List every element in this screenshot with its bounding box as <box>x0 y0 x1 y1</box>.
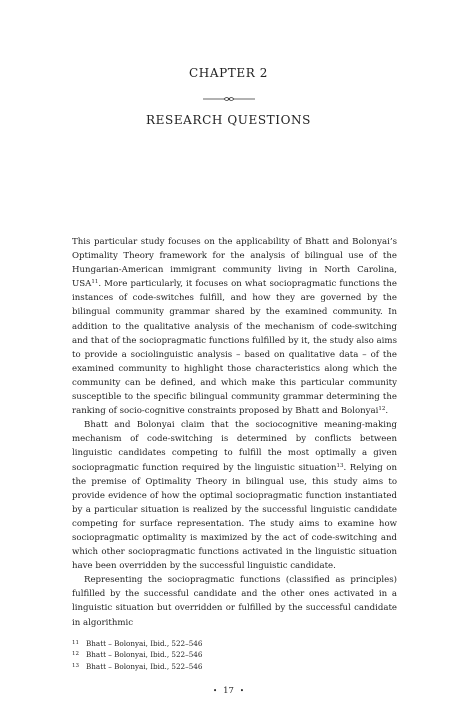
body-text <box>72 235 397 630</box>
paragraph-text: . More particularly, it focuses on what sociopragmatic functions the instances of code-switches fulfill, and how they are governed by the bilingual community grammar shared by the examined community. In addition to the qualitative analysis of the mechanism of code-switching and that of the sociopragmatic functions fulfilled by it, the study also aims to provide a sociolinguistic analysis – based on qualitative data – of the examined community to highlight those characteristics along which the community can be defined, and which make this particular community susceptible to the specific bilingual community grammar determining the ranking of socio-cognitive constraints proposed by Bhatt and Bolonyai <box>72 279 397 417</box>
footnote-ref[interactable]: 11 <box>91 279 99 286</box>
paragraph <box>72 573 397 629</box>
paragraph <box>72 235 397 418</box>
footnote-number: 11 <box>72 640 79 646</box>
page-number-footer <box>0 686 457 696</box>
footnote-number: 12 <box>72 651 79 658</box>
chapter-heading: CHAPTER 2 <box>188 66 269 80</box>
footnote <box>72 638 397 649</box>
bullet-icon: • <box>239 687 245 695</box>
paragraph-text: . <box>385 406 389 417</box>
footnote <box>72 661 397 672</box>
bullet-icon: • <box>212 687 218 695</box>
footnote-text: Bhatt – Bolonyai, Ibid., 522–546 <box>86 650 203 660</box>
footnote-ref[interactable]: 12 <box>378 406 386 413</box>
chapter-title: RESEARCH QUESTIONS <box>146 113 311 127</box>
footnote <box>72 649 397 660</box>
paragraph-text: This particular study focuses on the applicability of Bhatt and Bolonyai’s Optimality Theory framework for the analysis of bilingual use of the Hungarian-American immigrant community living in North Carolina, USA <box>72 237 397 290</box>
paragraph-text: Representing the sociopragmatic functions (classified as principles) fulfilled by the successful candidate and the other ones activated in a linguistic situation but overridden or fulfilled by the successful candidate in algorithmic <box>72 575 397 628</box>
page-number: 17 <box>223 686 234 696</box>
paragraph-text: Bhatt and Bolonyai claim that the sociocognitive meaning-making mechanism of code-switching is determined by conflicts between linguistic candidates competing to fulfill the most optimally a given sociopragmatic function required by the linguistic situation <box>72 420 397 473</box>
paragraph-text: . Relying on the premise of Optimality Theory in bilingual use, this study aims to provide evidence of how the optimal sociopragmatic function instantiated by a particular situation is realized by the successful linguistic candidate competing for surface representation. The study aims to examine how sociopragmatic optimality is maximized by the act of code-switching and which other sociopragmatic functions activated in the linguistic situation have been overridden by the successful linguistic candidate. <box>72 462 397 572</box>
footnote-text: Bhatt – Bolonyai, Ibid., 522–546 <box>86 639 203 648</box>
ornament-divider-icon <box>0 94 457 104</box>
footnotes <box>72 638 397 672</box>
paragraph <box>72 418 397 573</box>
footnote-number: 13 <box>72 662 79 669</box>
footnote-ref[interactable]: 13 <box>336 462 344 469</box>
footnote-text: Bhatt – Bolonyai, Ibid., 522–546 <box>86 661 203 671</box>
